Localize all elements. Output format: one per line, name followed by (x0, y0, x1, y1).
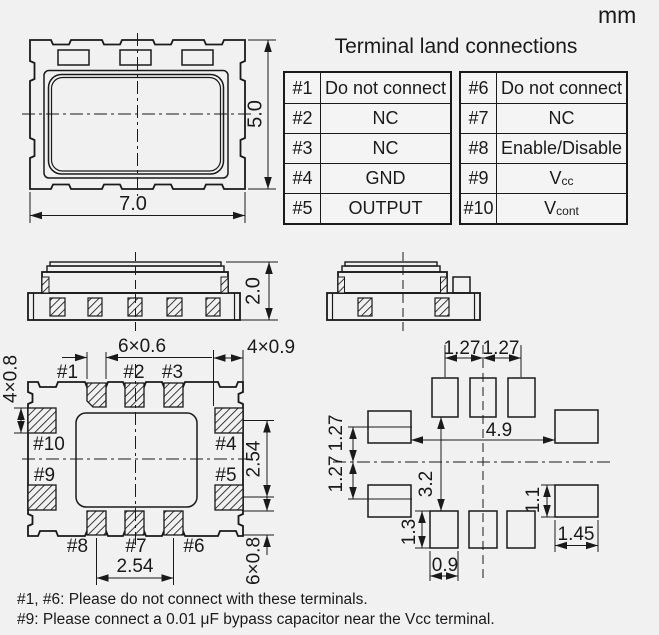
lid-top (345, 262, 437, 266)
castellation (338, 277, 345, 293)
dim-label-1.27-left-upper: 1.27 (326, 414, 348, 452)
vcont-main: V (544, 198, 557, 218)
terminal-pad (358, 298, 372, 316)
land-left-lower (368, 485, 411, 517)
pad-7 (125, 511, 144, 535)
dim-label-thickness: 2.0 (242, 277, 265, 305)
pad-6 (164, 511, 183, 535)
pad-label-10: #10 (33, 434, 65, 455)
pad-label-4: #4 (215, 434, 237, 455)
pin-cell: #1 (285, 73, 321, 103)
marking-window (120, 50, 151, 65)
pad-1 (87, 383, 106, 407)
dim-label-3.2: 3.2 (416, 470, 438, 498)
vcc-main: V (549, 168, 562, 188)
castellation (441, 277, 448, 293)
dim-label-1.27-top-left: 1.27 (443, 338, 481, 359)
lid-outline-outer (49, 75, 224, 175)
dim-label-1.27-top-right: 1.27 (482, 338, 520, 359)
function-cell: OUTPUT (321, 193, 450, 223)
castellation (42, 277, 49, 293)
pin-cell: #4 (285, 163, 321, 193)
dim-label-1.27-left-lower: 1.27 (326, 455, 348, 493)
marking-window (58, 50, 89, 65)
dim-label-2.54-right: 2.54 (243, 440, 265, 478)
pin-cell: #7 (461, 103, 497, 133)
pad-3 (164, 383, 183, 407)
terminal-pad (88, 298, 102, 316)
note-do-not-connect: #1, #6: Please do not connect with these terminals. (17, 591, 368, 608)
vcont-sub: cont (556, 204, 579, 218)
dim-label-4x0.9: 4×0.9 (247, 337, 296, 358)
pad-8 (87, 511, 106, 535)
pad-label-2: #2 (123, 362, 145, 383)
land-right-lower (555, 485, 598, 517)
pin-cell: #6 (461, 73, 497, 103)
note-bypass-capacitor: #9: Please connect a 0.01 μF bypass capacitor near the Vcc terminal. (17, 611, 495, 628)
pad-4 (215, 408, 243, 433)
side-protrusion (453, 277, 470, 293)
land-top-3 (508, 378, 535, 417)
terminal-pad (435, 298, 449, 316)
pad-label-8: #8 (66, 536, 89, 557)
function-cell: NC (321, 103, 450, 133)
dim-label-1.1: 1.1 (523, 486, 545, 514)
marking-window (182, 50, 213, 65)
pin-cell: #8 (461, 133, 497, 163)
dim-label-6x0.8: 6×0.8 (243, 536, 265, 586)
cavity-outline (44, 71, 228, 179)
pin-cell: #3 (285, 133, 321, 163)
function-cell: Do not connect (324, 77, 447, 98)
pad-2 (125, 383, 144, 407)
dim-label-0.9: 0.9 (431, 555, 459, 576)
lid-outline-inner (52, 78, 221, 172)
vcc-sub: cc (561, 174, 574, 188)
land-bottom-3 (507, 511, 535, 548)
terminal-pad (206, 298, 220, 316)
cavity-outline (76, 413, 197, 507)
unit-label: mm (598, 2, 637, 28)
pad-label-1: #1 (56, 362, 79, 383)
land-right-upper (555, 410, 598, 443)
function-cell: Do not connect (500, 77, 623, 98)
dim-label-4x0.8: 4×0.8 (0, 354, 22, 404)
table-title: Terminal land connections (334, 35, 578, 58)
function-cell: NC (321, 133, 450, 163)
function-cell: GND (321, 163, 450, 193)
terminal-pad (167, 298, 182, 316)
pin-cell: #10 (461, 193, 497, 223)
dim-label-width: 7.0 (119, 193, 147, 215)
dim-label-height: 5.0 (244, 100, 267, 128)
land-top-2 (470, 378, 496, 417)
pad-label-6: #6 (183, 536, 205, 557)
dim-label-6x0.6: 6×0.6 (117, 336, 167, 357)
pad-9 (28, 485, 56, 510)
castellation (221, 277, 228, 293)
dim-label-2.54-bottom: 2.54 (116, 556, 154, 577)
terminal-pad (50, 298, 65, 316)
function-cell: NC (497, 103, 626, 133)
dim-label-1.45: 1.45 (557, 524, 595, 545)
lid-top (50, 262, 221, 266)
front-side-view (28, 252, 278, 332)
body-mid (338, 272, 447, 293)
land-top-1 (432, 378, 458, 417)
pin-cell: #2 (285, 103, 321, 133)
dim-label-4.9: 4.9 (485, 420, 513, 441)
land-pattern (333, 345, 610, 581)
pad-label-3: #3 (161, 362, 184, 383)
land-bottom-1 (430, 511, 458, 548)
pin-cell: #5 (285, 193, 321, 223)
function-cell: Enable/Disable (497, 133, 626, 163)
right-side-view (327, 252, 480, 332)
top-view (22, 33, 276, 223)
pad-label-9: #9 (33, 465, 56, 486)
pin-cell: #9 (461, 163, 497, 193)
pad-label-5: #5 (215, 465, 237, 486)
pad-10 (28, 408, 56, 433)
pad-5 (215, 485, 243, 510)
dim-label-1.3: 1.3 (399, 518, 421, 546)
pad-label-7: #7 (125, 536, 147, 557)
